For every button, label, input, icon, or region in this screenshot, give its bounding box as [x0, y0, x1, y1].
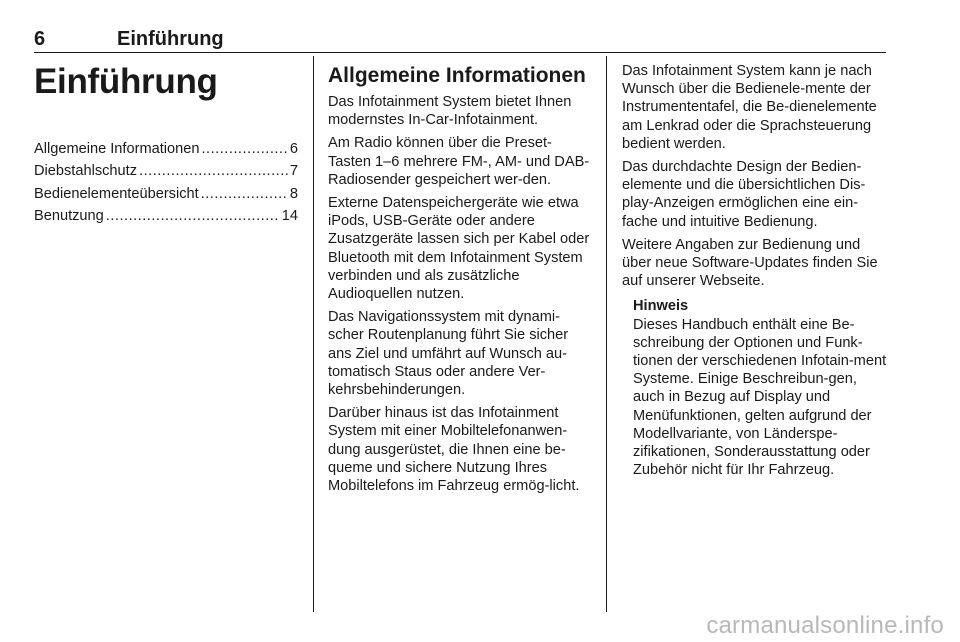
toc-leader-dots — [106, 207, 280, 225]
body-paragraph: Darüber hinaus ist das Infotainment System mit einer Mobiltelefonanwen-dung ausgerüstet, die Ihnen eine be-queme und sichere Nutzung Ihres Mobiltelefons im Fahrzeug ermög-licht. — [328, 405, 580, 495]
header-title: Einführung — [117, 28, 224, 50]
body-column-right — [622, 62, 888, 479]
toc-leader-dots — [202, 140, 288, 158]
body-paragraph: Das Navigationssystem mit dynami-scher Routenplanung führt Sie sicher ans Ziel und umfährt auf Wunsch au-tomatisch Staus oder andere Ver-kehrsbehinderungen. — [328, 309, 569, 399]
watermark: carmanualsonline.info — [706, 612, 944, 639]
toc-entry-label: Diebstahlschutz — [34, 163, 138, 180]
page-number: 6 — [34, 28, 46, 50]
toc-entry[interactable] — [34, 140, 298, 158]
table-of-contents — [34, 140, 298, 225]
toc-entry-page: 14 — [281, 208, 298, 225]
toc-entry-page: 8 — [289, 185, 298, 202]
toc-entry-label: Bedienelementeübersicht — [34, 185, 199, 202]
toc-entry[interactable] — [34, 185, 298, 203]
note-title: Hinweis — [633, 298, 689, 315]
note-box — [633, 297, 888, 479]
toc-entry[interactable] — [34, 207, 298, 225]
toc-leader-dots — [201, 185, 288, 203]
body-paragraph: Weitere Angaben zur Bedienung und über neue Software-Updates finden Sie auf unserer Webseite. — [622, 236, 878, 290]
note-text: Dieses Handbuch enthält eine Be-schreibung der Optionen und Funk-tionen der verschiedenen Infotain-ment Systeme. Einige Beschreibun-gen, auch in Bezug auf Display und Menüfunktionen, gelten aufgrund der Modellvariante, von Länderspe-zifikationen, Sonderausstattung oder Zubehör nicht für Ihr Fahrzeug. — [633, 316, 887, 479]
toc-entry-label: Allgemeine Informationen — [34, 141, 200, 157]
chapter-title: Einführung — [34, 62, 218, 101]
body-paragraph: Das Infotainment System kann je nach Wunsch über die Bedienele-mente der Instrumententafel, die Be-dienelemente am Lenkrad oder die Sprachsteuerung bedient werden. — [622, 63, 877, 152]
column-divider-left — [313, 56, 314, 612]
body-paragraph: Externe Datenspeichergeräte wie etwa iPods, USB-Geräte oder andere Zusatzgeräte lassen sich per Kabel oder Bluetooth mit dem Infotainment System verbinden und als zusätzliche Audioquellen nutzen. — [328, 195, 590, 303]
body-paragraph: Am Radio können über die Preset-Tasten 1–6 mehrere FM-, AM- und DAB-Radiosender gespeichert wer-den. — [328, 135, 590, 188]
body-paragraph: Das durchdachte Design der Bedien-elemente und die übersichtlichen Dis-play-Anzeigen ermöglichen eine ein-fache und intuitive Bedienung. — [622, 159, 866, 230]
toc-entry[interactable] — [34, 162, 298, 180]
toc-leader-dots — [139, 162, 288, 180]
toc-entry-page: 7 — [289, 163, 298, 180]
section-title: Allgemeine Informationen — [328, 64, 586, 87]
body-paragraph: Das Infotainment System bietet Ihnen modernstes In-Car-Infotainment. — [328, 94, 572, 129]
toc-entry-label: Benutzung — [34, 208, 104, 225]
page-header — [34, 26, 886, 53]
toc-column — [34, 62, 298, 230]
toc-entry-page: 6 — [289, 141, 298, 157]
column-divider-right — [606, 56, 607, 612]
body-column-middle — [328, 62, 592, 500]
